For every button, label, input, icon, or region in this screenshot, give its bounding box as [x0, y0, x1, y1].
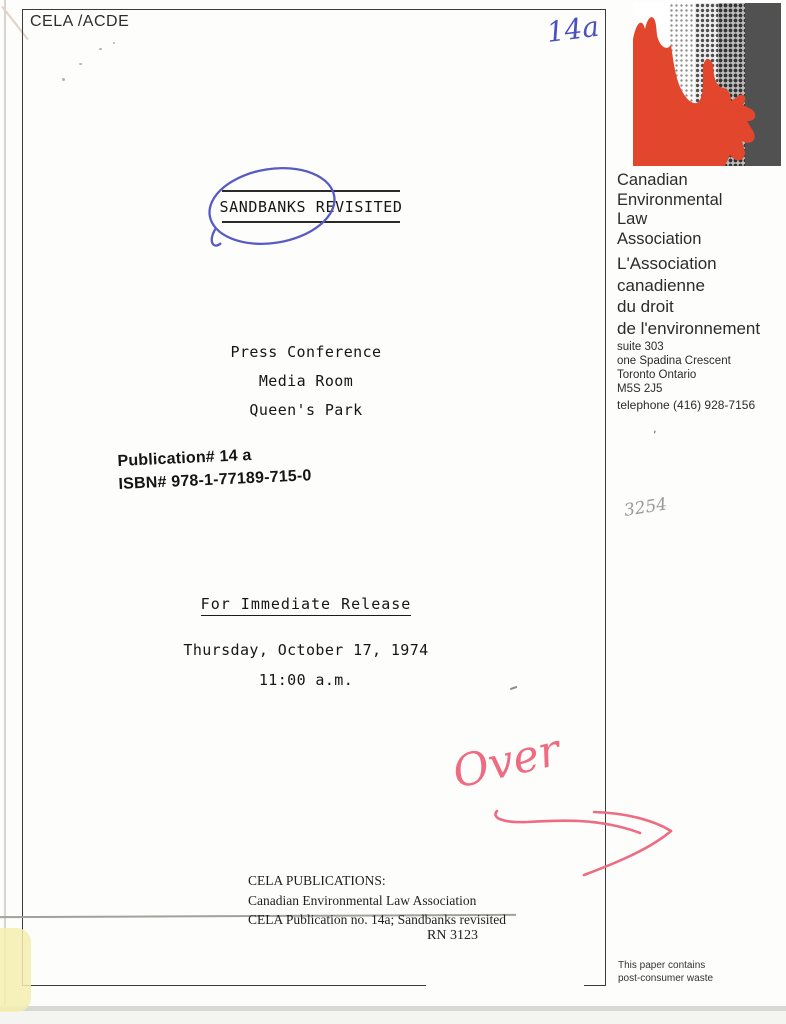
page-left-edge-shadow: [4, 0, 6, 1010]
org-name-line: Environmental: [617, 190, 723, 209]
isbn-number: ISBN# 978-1-77189-715-0: [118, 467, 312, 493]
for-immediate-release: [156, 595, 456, 613]
border-faded-gap: [426, 981, 584, 987]
event-line: Media Room: [258, 372, 354, 390]
org-phone: telephone (416) 928-7156: [617, 398, 756, 412]
org-name-line: de l'environnement: [617, 318, 761, 338]
footer-rn-number: RN 3123: [427, 928, 478, 943]
handwritten-publication-number: 14a: [544, 9, 601, 49]
org-name-line: Canadian: [617, 171, 688, 189]
org-address: [617, 340, 731, 396]
publication-isbn-stamp: [117, 441, 312, 496]
stray-pen-mark: ': [651, 427, 657, 443]
for-immediate-release-text: For Immediate Release: [201, 595, 412, 616]
org-name-line: du droit: [617, 297, 674, 316]
logo-red-leaf-shape: [633, 3, 781, 166]
org-name-english: [617, 171, 722, 249]
org-name-line: L'Association: [617, 254, 717, 273]
org-name-french: [617, 253, 760, 339]
handwritten-over-note: Over: [448, 724, 565, 799]
cela-maple-leaf-logo: [633, 3, 781, 166]
event-line: Press Conference: [230, 343, 382, 361]
address-line: Toronto Ontario: [617, 369, 697, 381]
scanner-background: [0, 1011, 786, 1024]
address-line: one Spadina Crescent: [617, 355, 731, 367]
publication-number: Publication# 14 a: [117, 446, 252, 470]
footer-label-line: Canadian Environmental Law Association: [248, 892, 477, 908]
event-line: Queen's Park: [249, 401, 363, 419]
header-label: CELA /ACDE: [30, 13, 130, 30]
footer-publication-label: [248, 871, 506, 930]
title-rule-top: [222, 190, 400, 192]
org-name-line: canadienne: [617, 275, 705, 295]
document-title: SANDBANKS REVISITED: [219, 198, 403, 216]
org-name-line: Law: [617, 210, 648, 228]
footer-label-line: CELA PUBLICATIONS:: [248, 873, 386, 888]
paper-note-line: post-consumer waste: [618, 972, 714, 984]
address-line: M5S 2J5: [617, 383, 663, 395]
footer-label-line: CELA Publication no. 14a; Sandbanks revisited: [248, 912, 506, 927]
recycled-paper-note: [618, 960, 713, 985]
pencil-catalog-number: 3254: [622, 494, 669, 521]
release-time: 11:00 a.m.: [258, 671, 354, 689]
page-border-frame: [22, 9, 606, 986]
address-line: suite 303: [617, 341, 664, 353]
title-rule-bottom: [222, 221, 400, 223]
release-date: Thursday, October 17, 1974: [183, 641, 429, 659]
yellow-sticker-corner: [0, 928, 31, 1012]
paper-note-line: This paper contains: [618, 960, 706, 971]
org-name-line: Association: [617, 229, 702, 248]
